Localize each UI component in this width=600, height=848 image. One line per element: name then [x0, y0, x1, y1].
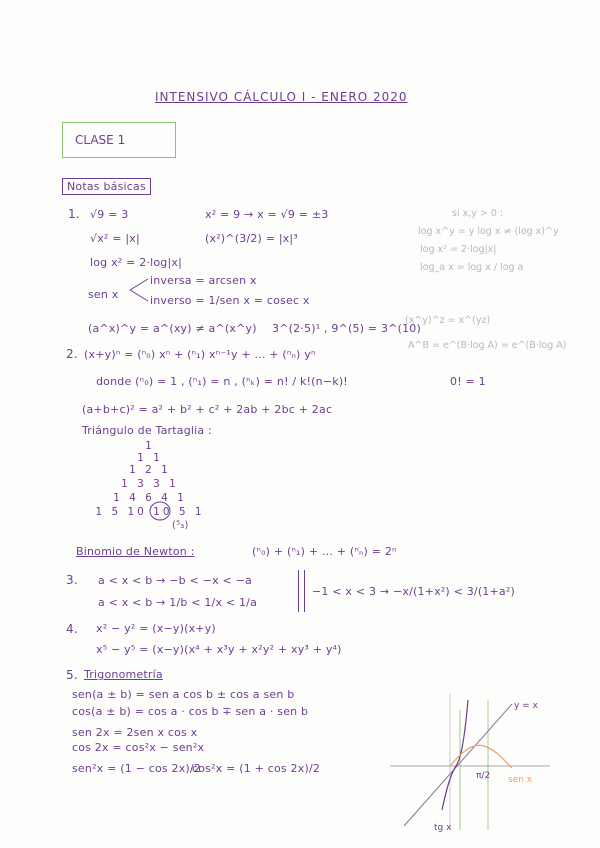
s2-tartaglia-title: Triángulo de Tartaglia :	[82, 424, 212, 437]
s1-power2: 3^(2·5)¹ , 9^(5) = 3^(10)	[272, 322, 421, 335]
s5-line4: cos 2x = cos²x − sen²x	[72, 741, 205, 754]
circled-ten	[148, 500, 172, 522]
side-note-a: si x,y > 0 :	[452, 208, 504, 219]
tartaglia-row-4: 1 3 3 1	[121, 478, 179, 490]
tartaglia-row-1: 1	[145, 440, 155, 452]
label-sen-x: sen x	[508, 775, 533, 785]
brace-lines	[128, 275, 150, 305]
s1-line2b: (x²)^(3/2) = |x|³	[205, 232, 298, 245]
s1-inversa: inversa = arcsen x	[150, 274, 257, 287]
s5-line1: sen(a ± b) = sen a cos b ± cos a sen b	[72, 688, 295, 701]
section-4-number: 4.	[66, 622, 78, 636]
line-y-equals-x	[404, 704, 512, 826]
s5-line2: cos(a ± b) = cos a · cos b ∓ sen a · sen b	[72, 705, 309, 718]
s2-donde: donde (ⁿ₀) = 1 , (ⁿ₁) = n , (ⁿₖ) = n! / k!(n−k)!	[96, 375, 348, 388]
s4-line2: x⁵ − y⁵ = (x−y)(x⁴ + x³y + x²y² + xy³ + y⁴)	[96, 643, 342, 656]
tan-curve	[442, 700, 468, 810]
s1-line1a: √9 = 3	[90, 208, 129, 221]
circled-annotation: (⁵₃)	[172, 520, 189, 531]
newton-title: Binomio de Newton :	[76, 545, 195, 558]
s1-line2a: √x² = |x|	[90, 232, 140, 245]
s4-line1: x² − y² = (x−y)(x+y)	[96, 622, 216, 635]
page-title: INTENSIVO CÁLCULO I - ENERO 2020	[155, 90, 408, 104]
s1-line1b: x² = 9 → x = √9 = ±3	[205, 208, 329, 221]
side-note-b: log x^y = y log x ≠ (log x)^y	[418, 226, 559, 237]
s1-power: (a^x)^y = a^(xy) ≠ a^(x^y)	[88, 322, 257, 335]
section-3-number: 3.	[66, 573, 78, 587]
newton-eq: (ⁿ₀) + (ⁿ₁) + ... + (ⁿₙ) = 2ⁿ	[252, 545, 397, 558]
s3-line1: a < x < b → −b < −x < −a	[98, 574, 252, 587]
label-tg-x: tg x	[434, 823, 452, 833]
label-y-equals-x: y = x	[514, 701, 538, 711]
s5-line5a: sen²x = (1 − cos 2x)/2	[72, 762, 202, 775]
section-5-number: 5.	[66, 668, 78, 682]
s5-line5b: cos²x = (1 + cos 2x)/2	[192, 762, 321, 775]
side-note-c: log x² = 2·log|x|	[420, 244, 497, 255]
tartaglia-row-5: 1 4 6 4 1	[113, 492, 187, 504]
notas-basicas-label: Notas básicas	[62, 178, 151, 195]
s3-right: −1 < x < 3 → −x/(1+x²) < 3/(1+a²)	[312, 585, 515, 598]
label-pi-over-2: π/2	[476, 771, 491, 781]
s1-sen-label: sen x	[88, 288, 119, 301]
trigonometria-title: Trigonometría	[84, 668, 163, 681]
side-note-f: A^B = e^(B·log A) = e^(B·log A)	[408, 340, 567, 351]
trig-graph	[390, 690, 560, 840]
s2-square-trinomial: (a+b+c)² = a² + b² + c² + 2ab + 2bc + 2ac	[82, 403, 333, 416]
side-note-e: (x^y)^z = x^(yz)	[405, 315, 491, 326]
tartaglia-row-3: 1 2 1	[129, 464, 171, 476]
section-2-number: 2.	[66, 347, 78, 361]
clase-box	[62, 122, 176, 158]
double-bar	[298, 570, 305, 612]
s5-line3: sen 2x = 2sen x cos x	[72, 726, 198, 739]
s1-line3: log x² = 2·log|x|	[90, 256, 182, 269]
s3-line2: a < x < b → 1/b < 1/x < 1/a	[98, 596, 258, 609]
side-note-d: log_a x = log x / log a	[420, 262, 524, 273]
s2-binomial: (x+y)ⁿ = (ⁿ₀) xⁿ + (ⁿ₁) xⁿ⁻¹y + ... + (ⁿₙ) yⁿ	[84, 348, 316, 361]
s2-factorial-zero: 0! = 1	[450, 375, 486, 388]
tartaglia-row-6: 1 5 10 10 5 1	[95, 506, 205, 518]
tartaglia-row-2: 1 1	[137, 452, 163, 464]
clase-label: CLASE 1	[75, 133, 126, 147]
section-1-number: 1.	[68, 207, 80, 221]
sin-curve	[450, 745, 512, 768]
s1-inverso: inverso = 1/sen x = cosec x	[150, 294, 310, 307]
